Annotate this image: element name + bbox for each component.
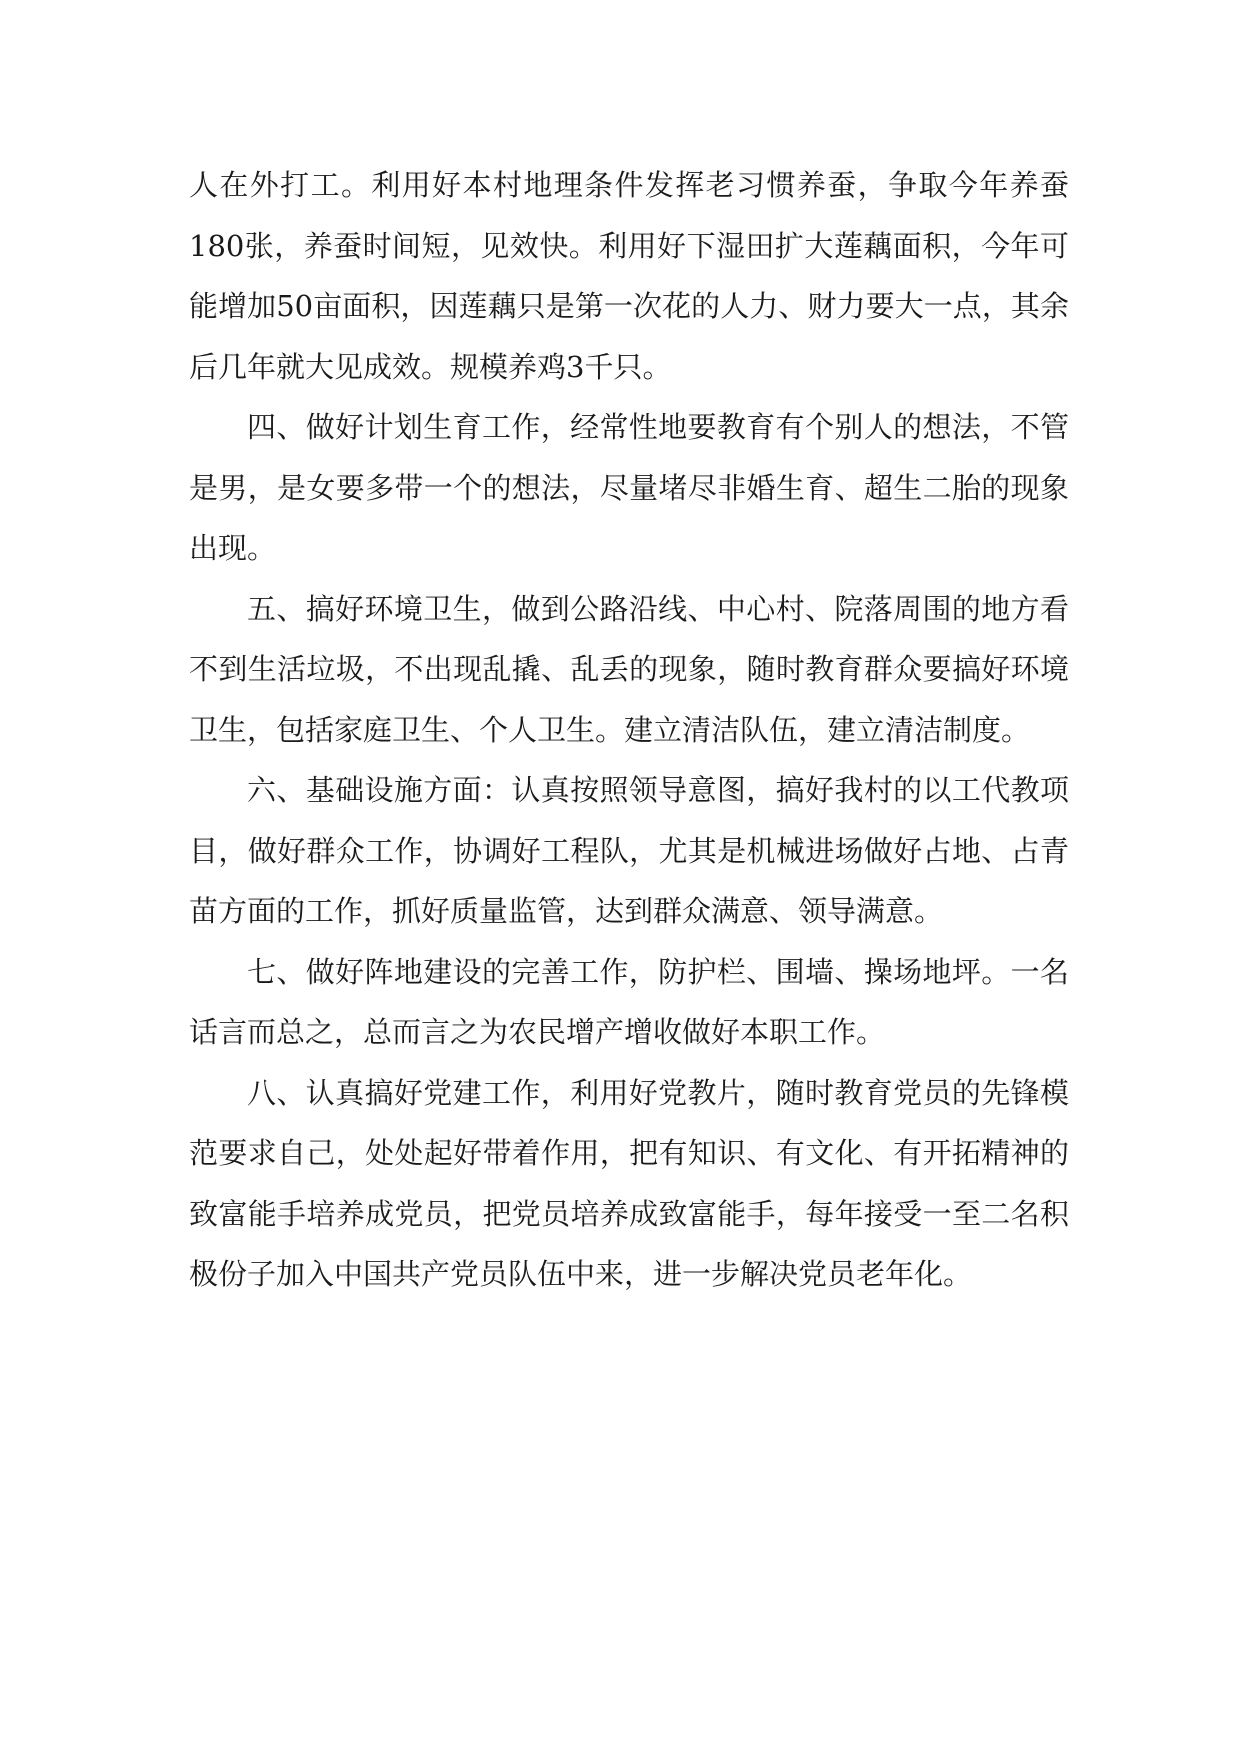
paragraph-infrastructure: 六、基础设施方面：认真按照领导意图，搞好我村的以工代教项目，做好群众工作，协调好工程队，尤其是机械进场做好占地、占青苗方面的工作，抓好质量监管，达到群众满意、领导满意。 <box>189 773 1069 928</box>
paragraph-family-planning: 四、做好计划生育工作，经常性地要教育有个别人的想法，不管是男，是女要多带一个的想法，尽量堵尽非婚生育、超生二胎的现象出现。 <box>189 410 1069 565</box>
paragraph-continued: 人在外打工。利用好本村地理条件发挥老习惯养蚕，争取今年养蚕180张，养蚕时间短，见效快。利用好下湿田扩大莲藕面积，今年可能增加50亩面积，因莲藕只是第一次花的人力、财力要大一点，其余后几年就大见成效。规模养鸡3千只。 <box>189 168 1069 384</box>
paragraph-environment: 五、搞好环境卫生，做到公路沿线、中心村、院落周围的地方看不到生活垃圾，不出现乱撬、乱丢的现象，随时教育群众要搞好环境卫生，包括家庭卫生、个人卫生。建立清洁队伍，建立清洁制度。 <box>189 591 1069 747</box>
document-body <box>189 155 1069 1305</box>
paragraph-party-building: 八、认真搞好党建工作，利用好党教片，随时教育党员的先锋模范要求自己，处处起好带着作用，把有知识、有文化、有开拓精神的致富能手培养成党员，把党员培养成致富能手，每年接受一至二名积极份子加入中国共产党员队伍中来，进一步解决党员老年化。 <box>189 1075 1069 1291</box>
paragraph-site-construction: 七、做好阵地建设的完善工作，防护栏、围墙、操场地坪。一名话言而总之，总而言之为农民增产增收做好本职工作。 <box>189 954 1069 1049</box>
